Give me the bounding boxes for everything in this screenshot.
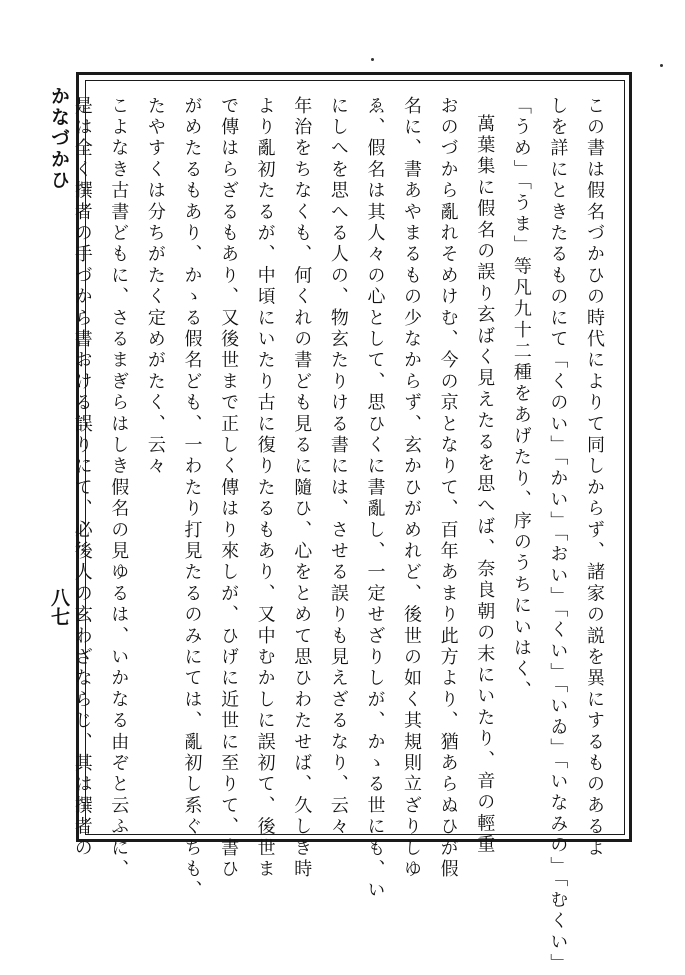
text-line: たやすくは分ちがたく定めがたく、云々 — [144, 96, 166, 478]
text-line: 名に、書あやまるもの少なからず、玄かひがめれど、後世の如く其規則立ざりしゆ — [401, 96, 423, 881]
text-line: がめたるもあり、かゝる假名ども、一わたり打見たるのみにては、亂初し系ぐちも、 — [181, 96, 203, 902]
text-line: ゑ、假名は其人々の心として、思ひくに書亂し、一定せざりしが、かゝる世にも、い — [364, 96, 386, 902]
text-line: こよなき古書どもに、さるまぎらはしき假名の見ゆるは、いかなる由ぞと云ふに、 — [108, 96, 130, 881]
text-line: この書は假名づかひの時代によりて同しからず、諸家の説を異にするものあるよ — [584, 96, 605, 860]
paper-speck — [371, 58, 374, 61]
text-line: にしへを思へる人の、物玄たりける書には、させる誤りも見えざるなり、云々 — [327, 96, 349, 838]
text-line: より亂初たるが、中頃にいたり古に復りたるもあり、又中むかしに誤初て、後世ま — [254, 96, 276, 881]
page-number: 八七 — [48, 588, 70, 626]
text-line: 年治をちなくも、何くれの書ども見るに隨ひ、心をとめて思ひわたせば、久しき時 — [291, 96, 313, 881]
text-line: 是は全く撰者の手づから書おける誤りにて、必後人の玄わざならじ、其は撰者の — [71, 96, 93, 860]
running-head: かなづかひ — [48, 86, 70, 191]
quoted-text-line: 萬葉集に假名の誤り玄ばく見えたるを思へば、奈良朝の末にいたり、音の輕重 — [474, 114, 496, 856]
text-line: おのづから亂れそめけむ、今の京となりて、百年あまり此方より、猶あらぬひが假 — [437, 96, 459, 881]
body-text — [71, 96, 612, 975]
text-line: で傳はらざるもあり、又後世まで正しく傳はり來しが、ひげに近世に至りて、書ひ — [218, 96, 240, 881]
paper-speck — [660, 64, 663, 67]
text-line: 「うめ」「うま」等凡九十二種をあげたり、序のうちにいはく、 — [510, 96, 532, 702]
text-line: しを詳にときたるものにて「くのい」「かい」「おい」「くい」「いゐ」「いなみの」「むくい」 — [547, 96, 569, 975]
